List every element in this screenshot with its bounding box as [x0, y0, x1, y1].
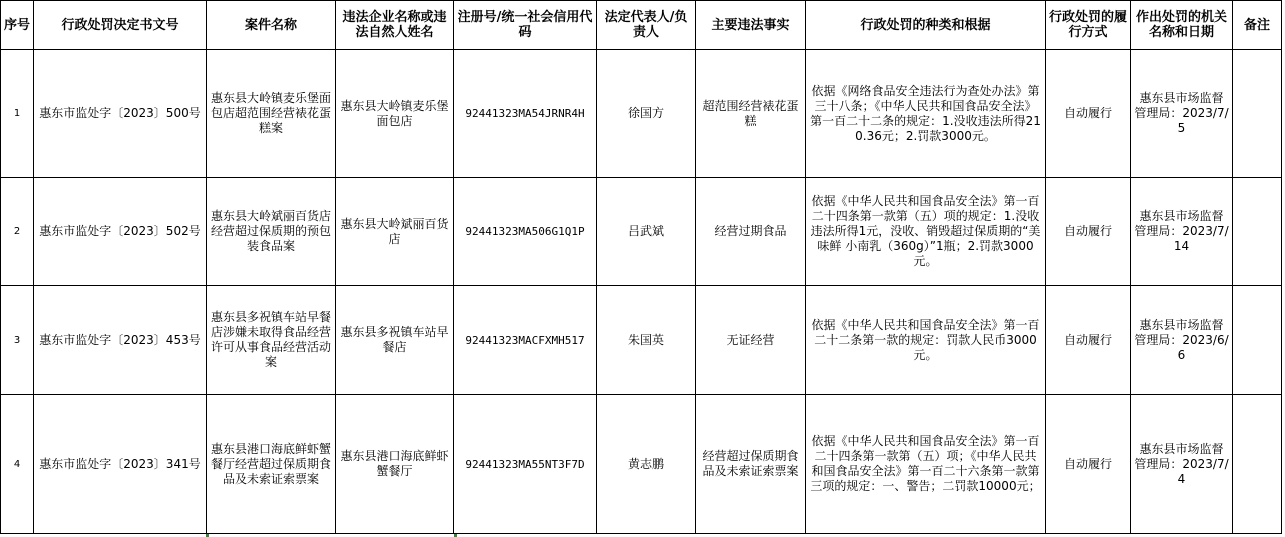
cell-party: 惠东县多祝镇车站早餐店: [336, 286, 454, 395]
cell-legal-rep: 徐国方: [597, 50, 696, 178]
cell-legal-rep: 黄志鹏: [597, 395, 696, 534]
cell-execution: 自动履行: [1046, 286, 1131, 395]
cell-penalty: 依据《中华人民共和国食品安全法》第一百二十四条第一款第（五）项；《中华人民共和国食品安全法》第一百二十六条第一款第三项的规定：一、警告；二罚款10000元；: [806, 395, 1046, 534]
header-reg-no: 注册号/统一社会信用代码: [454, 1, 597, 50]
cell-party: 惠东县大岭镇麦乐堡面包店: [336, 50, 454, 178]
cell-execution: 自动履行: [1046, 178, 1131, 286]
cell-party: 惠东县港口海底鲜虾蟹餐厅: [336, 395, 454, 534]
cell-remark: [1233, 50, 1282, 178]
header-legal-rep: 法定代表人/负责人: [597, 1, 696, 50]
cell-penalty: 依据《网络食品安全违法行为查处办法》第三十八条；《中华人民共和国食品安全法》第一百二十二条的规定：1.没收违法所得210.36元；2.罚款3000元。: [806, 50, 1046, 178]
cell-facts: 经营过期食品: [696, 178, 806, 286]
header-decision-no: 行政处罚决定书文号: [34, 1, 207, 50]
header-execution: 行政处罚的履行方式: [1046, 1, 1131, 50]
header-row: [1, 1, 1282, 50]
cell-party: 惠东县大岭斌丽百货店: [336, 178, 454, 286]
cell-decision-no: 惠东市监处字〔2023〕502号: [34, 178, 207, 286]
header-party: 违法企业名称或违法自然人姓名: [336, 1, 454, 50]
cell-seq: 1: [1, 50, 34, 178]
cell-penalty: 依据《中华人民共和国食品安全法》第一百二十四条第一款第（五）项的规定：1.没收违法所得1元，没收、销毁超过保质期的“美味鲜 小南乳（360g）”1瓶；2.罚款3000元。: [806, 178, 1046, 286]
cell-authority: 惠东县市场监督管理局：2023/7/14: [1131, 178, 1233, 286]
cell-execution: 自动履行: [1046, 50, 1131, 178]
header-authority: 作出处罚的机关名称和日期: [1131, 1, 1233, 50]
table-row: [1, 286, 1282, 395]
cell-authority: 惠东县市场监督管理局：2023/7/5: [1131, 50, 1233, 178]
header-case-name: 案件名称: [207, 1, 336, 50]
table-row: [1, 178, 1282, 286]
table-row: [1, 395, 1282, 534]
cell-facts: 超范围经营裱花蛋糕: [696, 50, 806, 178]
cell-decision-no: 惠东市监处字〔2023〕341号: [34, 395, 207, 534]
cell-decision-no: 惠东市监处字〔2023〕500号: [34, 50, 207, 178]
cell-remark: [1233, 178, 1282, 286]
header-remark: 备注: [1233, 1, 1282, 50]
cell-remark: [1233, 286, 1282, 395]
header-penalty: 行政处罚的种类和根据: [806, 1, 1046, 50]
cell-case-name: 惠东县大岭斌丽百货店经营超过保质期的预包装食品案: [207, 178, 336, 286]
cell-facts: 经营超过保质期食品及未索证索票案: [696, 395, 806, 534]
cell-authority: 惠东县市场监督管理局：2023/6/6: [1131, 286, 1233, 395]
cell-legal-rep: 朱国英: [597, 286, 696, 395]
cell-penalty: 依据《中华人民共和国食品安全法》第一百二十二条第一款的规定：罚款人民币3000元。: [806, 286, 1046, 395]
cell-reg-no: 92441323MA54JRNR4H: [454, 50, 597, 178]
header-seq: 序号: [1, 1, 34, 50]
cell-seq: 3: [1, 286, 34, 395]
table-row: [1, 50, 1282, 178]
cell-reg-no: 92441323MA55NT3F7D: [454, 395, 597, 534]
cell-decision-no: 惠东市监处字〔2023〕453号: [34, 286, 207, 395]
cell-seq: 2: [1, 178, 34, 286]
cell-seq: 4: [1, 395, 34, 534]
cell-case-name: 惠东县港口海底鲜虾蟹餐厅经营超过保质期食品及未索证索票案: [207, 395, 336, 534]
header-facts: 主要违法事实: [696, 1, 806, 50]
cell-remark: [1233, 395, 1282, 534]
cell-case-name: 惠东县多祝镇车站早餐店涉嫌未取得食品经营许可从事食品经营活动案: [207, 286, 336, 395]
cell-legal-rep: 吕武斌: [597, 178, 696, 286]
cell-case-name: 惠东县大岭镇麦乐堡面包店超范围经营裱花蛋糕案: [207, 50, 336, 178]
cell-reg-no: 92441323MA506G1Q1P: [454, 178, 597, 286]
cell-facts: 无证经营: [696, 286, 806, 395]
cell-execution: 自动履行: [1046, 395, 1131, 534]
cell-authority: 惠东县市场监督管理局：2023/7/4: [1131, 395, 1233, 534]
cell-reg-no: 92441323MACFXMH517: [454, 286, 597, 395]
